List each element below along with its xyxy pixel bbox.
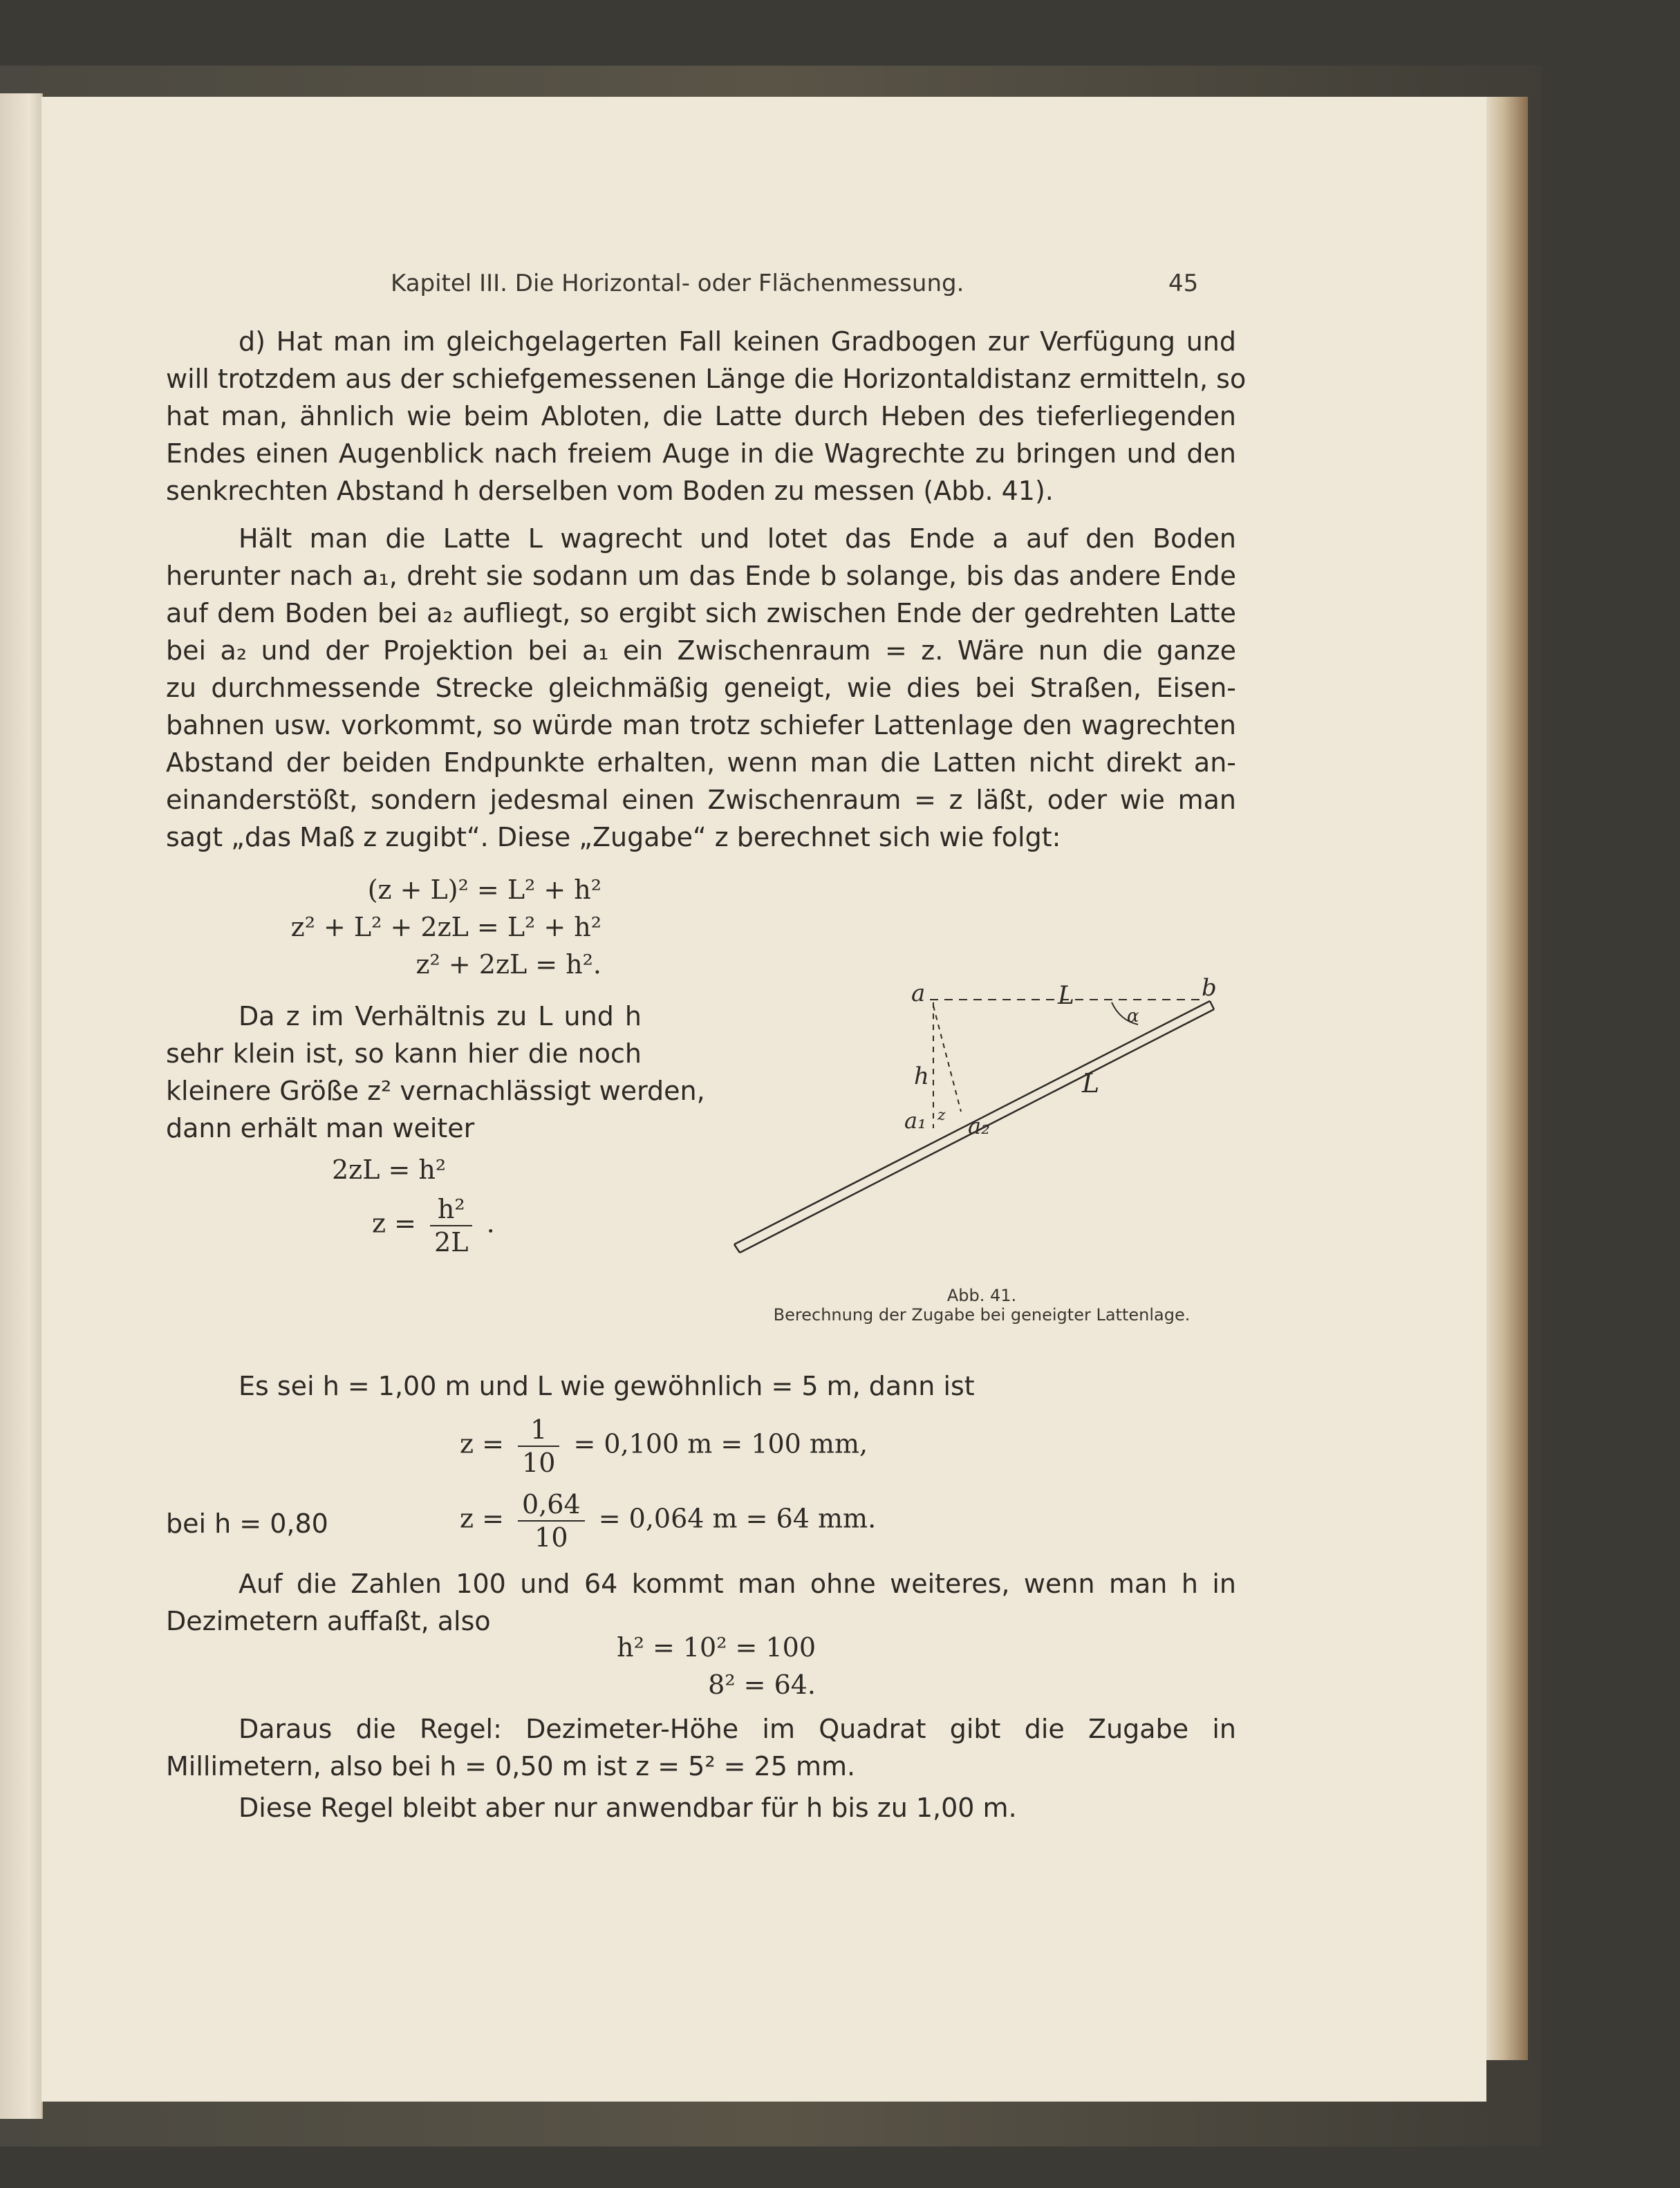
equation-text: z = [372, 1208, 416, 1239]
paragraph-small [166, 998, 705, 1147]
figure-abb-41 [733, 885, 1231, 1272]
text-line: will trotzdem aus der schiefgemessenen Länge die Horizontaldistanz ermitteln, so [166, 364, 1247, 394]
equation-text: = 0,100 m = 100 mm, [573, 1428, 868, 1459]
fraction-numerator: 0,64 [518, 1488, 585, 1522]
text-line: zu durchmessende Strecke gleichmäßig geneigt, wie dies bei Straßen, Eisen- [166, 673, 1236, 703]
fraction [518, 1414, 559, 1479]
page-block-edge [1486, 97, 1528, 2060]
equation-block [214, 871, 601, 983]
label-L-rod: L [1082, 1068, 1100, 1098]
text-line: Millimetern, also bei h = 0,50 m ist z = 5² = 25 mm. [166, 1751, 856, 1782]
example-equation-2 [460, 1488, 876, 1553]
label-a1: a₁ [904, 1107, 926, 1134]
example-prefix: bei h = 0,80 [166, 1508, 328, 1539]
paragraph-rule [166, 1710, 1236, 1785]
equation-line: z² + 2zL = h². [416, 949, 601, 980]
text-line: Dezimetern auffaßt, also [166, 1606, 491, 1636]
equation-line: 8² = 64. [708, 1670, 816, 1700]
fraction-denominator: 10 [522, 1448, 556, 1478]
chapter-title: Kapitel III. Die Horizontal- oder Flächenmessung. [391, 270, 964, 297]
text-line: bei a₂ und der Projektion bei a₁ ein Zwischenraum = z. Wäre nun die ganze [166, 635, 1236, 666]
text-line: Auf die Zahlen 100 und 64 kommt man ohne weiteres, wenn man h in [239, 1569, 1236, 1599]
label-a2: a₂ [968, 1113, 990, 1139]
label-a: a [911, 980, 926, 1007]
closing-line: Diese Regel bleibt aber nur anwendbar für h bis zu 1,00 m. [239, 1793, 1017, 1823]
text-line: Abstand der beiden Endpunkte erhalten, wenn man die Latten nicht direkt an- [166, 747, 1236, 778]
label-L-horizontal: L [1058, 982, 1074, 1010]
text-line: Daraus die Regel: Dezimeter-Höhe im Quadrat gibt die Zugabe in [239, 1714, 1236, 1744]
equation-line: z² + L² + 2zL = L² + h² [290, 912, 601, 942]
text-line: einanderstößt, sondern jedesmal einen Zwischenraum = z läßt, oder wie man [166, 785, 1236, 815]
paragraph-d [166, 323, 1247, 509]
equation-text: = 0,064 m = 64 mm. [598, 1503, 877, 1534]
text-line: senkrechten Abstand h derselben vom Boden zu messen (Abb. 41). [166, 476, 1054, 506]
fraction-denominator: 2L [434, 1227, 469, 1257]
text-line: hat man, ähnlich wie beim Abloten, die Latte durch Heben des tieferliegenden [166, 401, 1236, 431]
label-alpha: α [1127, 1006, 1139, 1027]
label-b: b [1202, 974, 1217, 1002]
text-line: kleinere Größe z² vernachlässigt werden, [166, 1076, 705, 1106]
caption-number: Abb. 41. [946, 1286, 1017, 1305]
label-h: h [914, 1063, 929, 1090]
equation-text: . [486, 1208, 495, 1239]
text-line: bahnen usw. vorkommt, so würde man trotz schiefer Lattenlage den wagrechten [166, 710, 1236, 740]
equation-z-fraction [372, 1193, 495, 1258]
squares-equations [525, 1629, 816, 1703]
fraction-denominator: 10 [534, 1522, 568, 1553]
fraction [518, 1488, 585, 1553]
text-line: auf dem Boden bei a₂ aufliegt, so ergibt sich zwischen Ende der gedrehten Latte [166, 598, 1236, 628]
text-line: Endes einen Augenblick nach freiem Auge in die Wagrechte zu bringen und den [166, 438, 1236, 469]
fraction-numerator: h² [430, 1193, 472, 1226]
caption-text: Berechnung der Zugabe bei geneigter Lattenlage. [773, 1305, 1191, 1325]
equation-text: z = [460, 1428, 504, 1459]
equation-text: z = [460, 1503, 504, 1534]
book-page [41, 97, 1486, 2102]
text-line: dann erhält man weiter [166, 1113, 475, 1143]
equation-line: (z + L)² = L² + h² [367, 875, 601, 905]
text-line: Hält man die Latte L wagrecht und lotet das Ende a auf den Boden [239, 523, 1236, 554]
page-number: 45 [1168, 270, 1199, 297]
equation-2zl: 2zL = h² [332, 1154, 447, 1185]
text-line: sehr klein ist, so kann hier die noch [166, 1038, 642, 1069]
example-line: Es sei h = 1,00 m und L wie gewöhnlich = 5 m, dann ist [239, 1371, 975, 1401]
previous-page-edge [0, 93, 43, 2119]
figure-caption [705, 1286, 1258, 1325]
paragraph-latte [166, 520, 1236, 856]
fraction-numerator: 1 [518, 1414, 559, 1447]
text-line: d) Hat man im gleichgelagerten Fall keinen Gradbogen zur Verfügung und [239, 326, 1236, 357]
equation-line: h² = 10² = 100 [617, 1632, 816, 1663]
fraction [430, 1193, 472, 1258]
text-line: Da z im Verhältnis zu L und h [239, 1001, 642, 1031]
example-equation-1 [460, 1414, 868, 1479]
text-line: herunter nach a₁, dreht sie sodann um das Ende b solange, bis das andere Ende [166, 561, 1236, 591]
label-z: z [937, 1107, 946, 1124]
rotated-rod-line [933, 1006, 961, 1112]
text-line: sagt „das Maß z zugibt“. Diese „Zugabe“ z berechnet sich wie folgt: [166, 822, 1061, 852]
